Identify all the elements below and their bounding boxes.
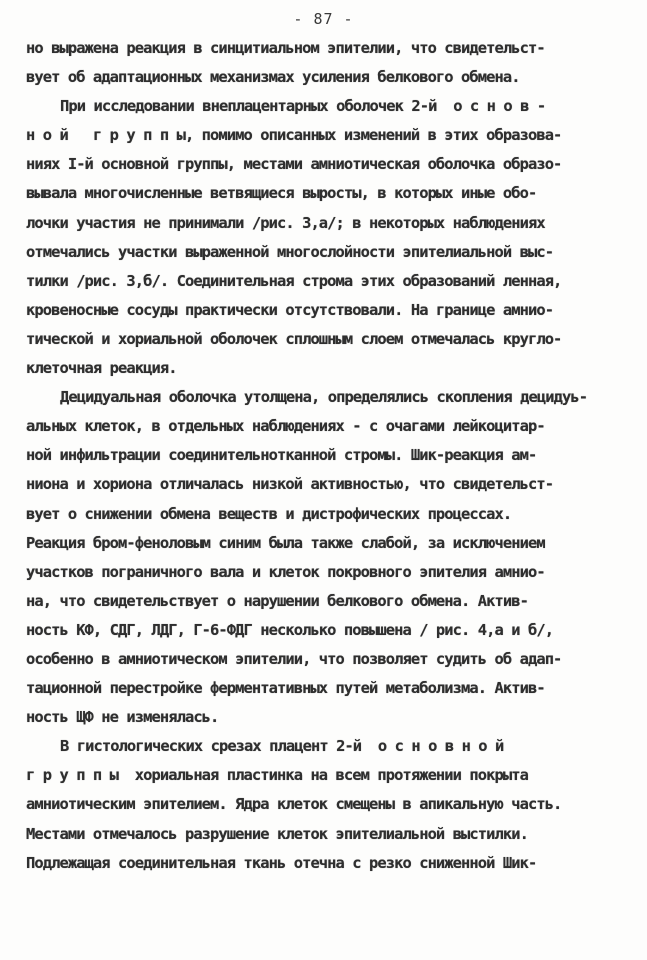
text-line: клеточная реакция. [26,359,177,378]
text-line: отмечались участки выраженной многослойности эпителиальной выс- [26,242,554,261]
text-line: Подлежащая соединительная ткань отечна с резко сниженной Шик- [26,853,537,872]
text-line: ниона и хориона отличалась низкой активностью, что свидетельст- [26,475,554,494]
text-line: но выражена реакция в синцитиальном эпителии, что свидетельст- [26,39,545,57]
text-line: вует об адаптационных механизмах усиления белкового обмена. [26,68,520,87]
text-line: участков пограничного вала и клеток покровного эпителия амнио- [26,562,545,581]
text-line: Местами отмечалось разрушение клеток эпителиальной выстилки. [26,824,528,843]
text-line: альных клеток, в отдельных наблюдениях - с очагами лейкоцитар- [26,417,545,436]
text-line: кровеносные сосуды практически отсутствовали. На границе амнио- [26,300,554,319]
text-line: тической и хориальной оболочек сплошным слоем отмечалась кругло- [26,329,562,348]
text-line: тационной перестройке ферментативных путей метаболизма. Актив- [26,679,545,698]
paragraph-start-line: В гистологических срезах плацент 2-й о с н о в н о й [60,737,504,756]
text-line: на, что свидетельствует о нарушении белкового обмена. Актив- [26,591,528,610]
page-number: - 87 - [293,10,354,28]
body-text [26,34,626,878]
text-line: амниотическим эпителием. Ядра клеток смещены в апикальную часть. [26,795,562,814]
text-line: ной инфильтрации соединительнотканной стромы. Шик-реакция ам- [26,446,537,465]
text-line: г р у п п ы хориальная пластинка на всем протяжении покрыта [26,766,528,785]
text-line: ность КФ, СДГ, ЛДГ, Г-6-ФДГ несколько повышена / рис. 4,а и б/, [26,620,554,639]
paragraph-start-line: Децидуальная оболочка утолщена, определялись скопления децидуь- [60,388,588,407]
text-line: вует о снижении обмена веществ и дистрофических процессах. [26,504,512,523]
text-line: ниях I-й основной группы, местами амниотическая оболочка образо- [26,155,562,174]
paragraph-start-line: При исследовании внеплацентарных оболочек 2-й о с н о в - [60,97,546,116]
text-line: вывала многочисленные ветвящиеся выросты, в которых иные обо- [26,184,537,203]
text-line: ность ЩФ не изменялась. [26,708,219,727]
text-line: Реакция бром-феноловым синим была также слабой, за исключением [26,533,545,552]
text-line: н о й г р у п п ы, помимо описанных изменений в этих образова- [26,126,562,145]
text-line: лочки участия не принимали /рис. 3,а/; в некоторых наблюдениях [26,213,545,232]
text-line: особенно в амниотическом эпителии, что позволяет судить об адап- [26,649,562,668]
text-line: тилки /рис. 3,б/. Соединительная строма этих образований ленная, [26,271,562,290]
